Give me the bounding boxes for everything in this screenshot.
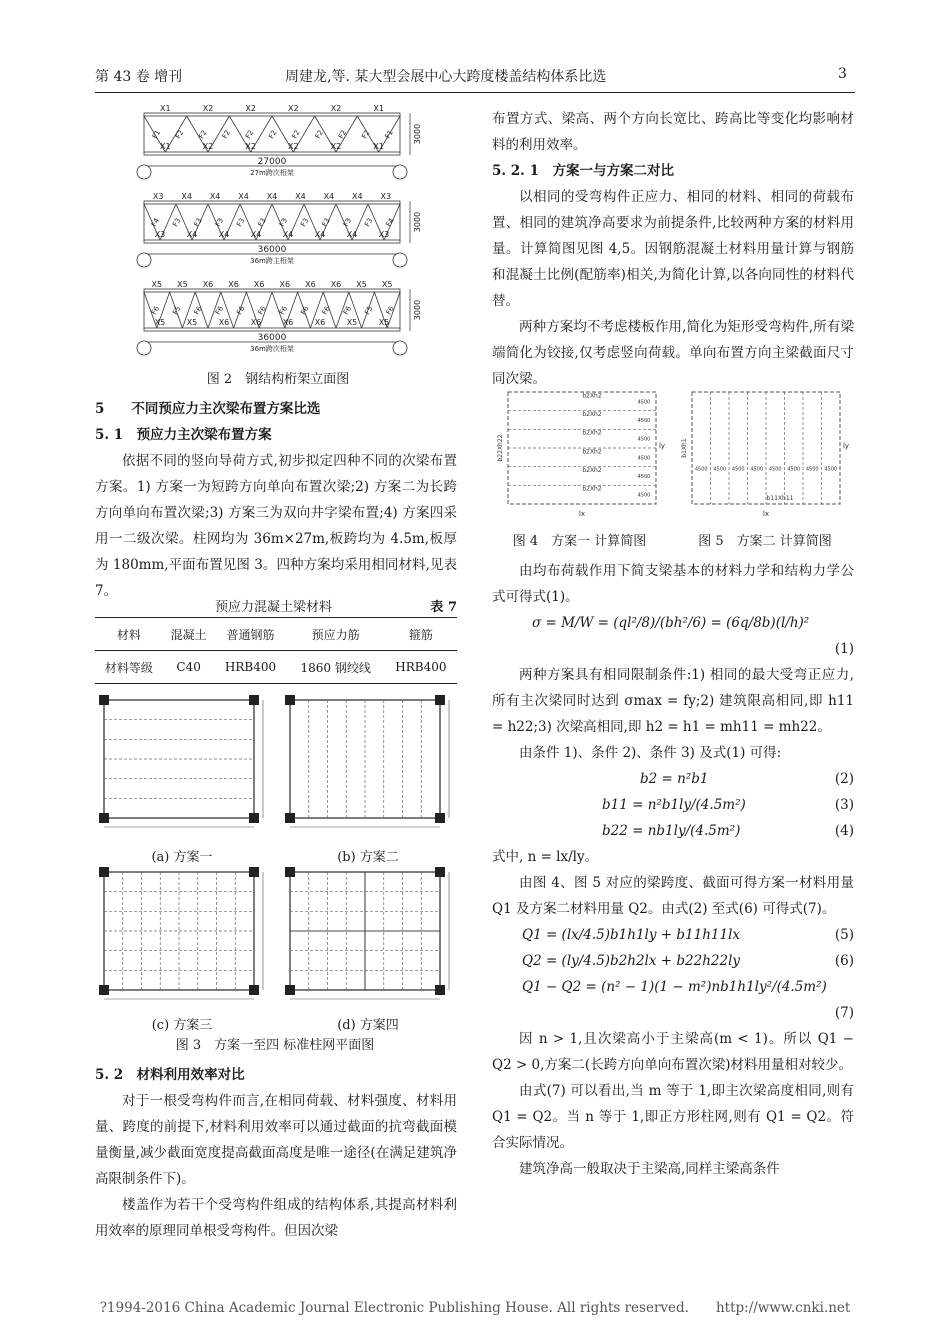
section-5-2-1-title: 5. 2. 1 方案一与方案二对比 bbox=[492, 163, 674, 179]
top-chord-label: X1 bbox=[373, 104, 384, 113]
diagonal-label: F3 bbox=[213, 216, 226, 229]
section-5-2-title: 5. 2 材料利用效率对比 bbox=[95, 1067, 245, 1083]
diagonal-label: F2 bbox=[174, 128, 186, 141]
figure-3a-plan bbox=[92, 690, 272, 836]
diagonal-label: F3 bbox=[171, 216, 183, 229]
paragraph-5-2: 对于一根受弯构件而言,在相同荷载、材料强度、材料用量、跨度的前提下,材料利用效率可以通过截面的抗弯截面模量衡量,减少截面宽度提高截面高度是唯一途径(在满足建筑净高限制条件下)。 bbox=[95, 1093, 457, 1187]
paragraph-5-2-cont: 楼盖作为若干个受弯构件组成的结构体系,其提高材料利用效率的原理同单根受弯构件。但因次梁 bbox=[95, 1197, 457, 1239]
diagonal-label: F3 bbox=[320, 216, 332, 229]
equation-4: b22 = nb1ly/(4.5m²) (4) bbox=[602, 823, 854, 839]
figure-3b-label: (b) 方案二 bbox=[337, 850, 399, 865]
support-circle bbox=[393, 341, 407, 355]
bottom-chord-label: X4 bbox=[314, 230, 326, 239]
bay-dimension: 4500 bbox=[824, 466, 838, 473]
ly-label: ly bbox=[842, 442, 850, 450]
truss-name: 36m跨次桁架 bbox=[250, 345, 294, 353]
section-5-1-title: 5. 1 预应力主次梁布置方案 bbox=[95, 427, 272, 443]
span-dimension-text: 27000 bbox=[257, 157, 287, 167]
top-chord-label: X4 bbox=[295, 192, 306, 201]
diagonal-label: F3 bbox=[277, 216, 290, 229]
ly-label: ly bbox=[658, 442, 666, 450]
table-header-cell: 材料 bbox=[95, 618, 163, 651]
bottom-chord-label: X4 bbox=[186, 230, 198, 239]
figure-4-diagram bbox=[492, 386, 667, 522]
bottom-chord-label: X1 bbox=[373, 142, 384, 151]
top-chord-label: X3 bbox=[380, 192, 392, 201]
equation-7: Q1 − Q2 = (n² − 1)(1 − m²)nb1h1ly²/(4.5m²) bbox=[522, 979, 827, 995]
figure-5-diagram bbox=[676, 386, 854, 522]
table-header-cell: 预应力筋 bbox=[287, 618, 385, 651]
diagonal-label: F1 bbox=[383, 128, 395, 141]
table-header-cell: 混凝土 bbox=[163, 618, 215, 651]
bottom-chord-label: X5 bbox=[186, 318, 198, 327]
bottom-chord-label: X2 bbox=[245, 142, 256, 151]
diagonal-label: F2 bbox=[220, 128, 232, 141]
top-chord-label: X5 bbox=[151, 280, 163, 289]
table-cell: 材料等级 bbox=[95, 651, 163, 684]
beam-label: b2Xh2 bbox=[582, 392, 602, 400]
diagonal-label: F6 bbox=[149, 304, 162, 317]
diagonal-label: F3 bbox=[341, 216, 354, 229]
paragraph-right-5: 由条件 1)、条件 2)、条件 3) 及式(1) 可得: bbox=[519, 745, 782, 761]
paragraph-right-8: 因 n > 1,且次梁高小于主梁高(m < 1)。所以 Q1 − Q2 > 0,方案二(长跨方向单向布置次梁)材料用量相对较少。 bbox=[492, 1031, 854, 1073]
diagonal-label: F5 bbox=[171, 304, 183, 317]
top-chord-label: X5 bbox=[356, 280, 367, 289]
bay-dimension: 4500 bbox=[805, 466, 819, 473]
edge-beam-label: b22Xh22 bbox=[497, 434, 504, 462]
paragraph-right-0: 布置方式、梁高、两个方向长宽比、跨高比等变化均影响材料的利用效率。 bbox=[492, 111, 854, 153]
diagonal-label: F6 bbox=[384, 304, 396, 317]
top-chord bbox=[144, 113, 400, 116]
column bbox=[249, 867, 259, 877]
column bbox=[285, 985, 295, 995]
bottom-chord-label: X5 bbox=[378, 318, 390, 327]
truss-name: 36m跨主桁架 bbox=[250, 257, 294, 265]
column bbox=[249, 813, 259, 823]
bay-dimension: 4500 bbox=[694, 466, 708, 473]
diagonal-label: F4 bbox=[384, 216, 396, 229]
span-dimension-text: 36000 bbox=[257, 245, 287, 255]
top-chord-label: X4 bbox=[209, 192, 221, 201]
equation-2: b2 = n²b1 (2) bbox=[640, 771, 854, 787]
column bbox=[249, 695, 259, 705]
truss-name: 27m跨次桁架 bbox=[250, 169, 294, 177]
equation-6: Q2 = (ly/4.5)b2h2lx + b22h22ly (6) bbox=[522, 953, 854, 969]
figure-3a-label: (a) 方案一 bbox=[151, 850, 213, 865]
column bbox=[99, 867, 109, 877]
top-chord-label: X5 bbox=[381, 280, 393, 289]
diagonal-label: F2 bbox=[244, 128, 256, 141]
table-7-title: 预应力混凝土梁材料 bbox=[215, 600, 333, 615]
top-chord-label: X6 bbox=[253, 280, 265, 289]
table-cell: 1860 钢绞线 bbox=[287, 651, 385, 684]
paragraph-right-7: 由图 4、图 5 对应的梁跨度、截面可得方案一材料用量 Q1 及方案二材料用量 Q2。由式(2) 至式(6) 可得式(7)。 bbox=[492, 875, 854, 917]
paragraph-right-4: 两种方案具有相同限制条件:1) 相同的最大受弯正应力,所有主次梁同时达到 σmax = fy;2) 建筑限高相同,即 h11 = h22;3) 次梁高相同,即 h2 = h1 = mh11 = mh22。 bbox=[492, 667, 854, 735]
bay-dimension: 4500 bbox=[637, 399, 651, 406]
column bbox=[99, 695, 109, 705]
equation-7-number: (7) bbox=[834, 1005, 854, 1021]
figure-3d-label: (d) 方案四 bbox=[337, 1018, 399, 1033]
top-chord bbox=[144, 201, 400, 204]
header-rule bbox=[95, 92, 855, 93]
figure-2-trusses bbox=[92, 100, 464, 368]
top-chord-label: X2 bbox=[202, 104, 214, 113]
figure-2-caption: 图 2 钢结构桁架立面图 bbox=[206, 372, 350, 387]
bottom-chord bbox=[144, 152, 400, 155]
top-chord-label: X5 bbox=[177, 280, 188, 289]
diagonal-label: F2 bbox=[267, 128, 279, 141]
lx-label: lx bbox=[578, 510, 586, 518]
equation-1: σ = M/W = (ql²/8)/(bh²/6) = (6q/8b)(l/h)² bbox=[532, 615, 810, 631]
column bbox=[435, 985, 445, 995]
diagonal-label: F2 bbox=[290, 128, 302, 141]
table-7-label: 表 7 bbox=[430, 600, 457, 615]
column bbox=[435, 695, 445, 705]
support-circle bbox=[137, 165, 151, 179]
top-chord-label: X6 bbox=[228, 280, 239, 289]
diagonal-label: F4 bbox=[149, 216, 162, 229]
bay-dimension: 4500 bbox=[713, 466, 727, 473]
column bbox=[249, 985, 259, 995]
column bbox=[99, 985, 109, 995]
top-chord bbox=[144, 289, 400, 292]
bay-dimension: 4500 bbox=[637, 474, 651, 480]
top-chord-label: X4 bbox=[238, 192, 249, 201]
bottom-chord-label: X5 bbox=[346, 318, 358, 327]
paragraph-right-6: 式中, n = lx/ly。 bbox=[492, 849, 599, 865]
bay-dimension: 4500 bbox=[637, 418, 651, 424]
top-chord-label: X4 bbox=[323, 192, 335, 201]
top-chord-label: X6 bbox=[330, 280, 342, 289]
truss-36m-main bbox=[137, 192, 422, 267]
bay-dimension: 4500 bbox=[787, 466, 801, 473]
bottom-chord-label: X2 bbox=[288, 142, 299, 151]
figure-4-caption: 图 4 方案一 计算简图 bbox=[512, 534, 647, 549]
table-cell: HRB400 bbox=[385, 651, 457, 684]
figure-3-caption: 图 3 方案一至四 标准柱网平面图 bbox=[175, 1038, 375, 1053]
support-circle bbox=[137, 253, 151, 267]
beam-label: b2Xh2 bbox=[582, 485, 602, 493]
table-header-cell: 箍筋 bbox=[385, 618, 457, 651]
edge-beam-label: b11Xh11 bbox=[766, 495, 794, 502]
paragraph-right-3: 由均布荷载作用下简支梁基本的材料力学和结构力学公式可得式(1)。 bbox=[492, 563, 854, 605]
top-chord-label: X4 bbox=[181, 192, 192, 201]
top-chord-label: X6 bbox=[202, 280, 214, 289]
bottom-chord-label: X2 bbox=[330, 142, 342, 151]
figure-3d-plan bbox=[278, 862, 458, 1008]
table-7 bbox=[95, 617, 457, 684]
equation-3: b11 = n²b1ly/(4.5m²) (3) bbox=[602, 797, 854, 813]
column bbox=[285, 695, 295, 705]
top-chord-label: X1 bbox=[160, 104, 171, 113]
diagonal-label: F6 bbox=[320, 304, 332, 317]
column bbox=[435, 813, 445, 823]
figure-3c-label: (c) 方案三 bbox=[151, 1018, 213, 1033]
bottom-chord-label: X2 bbox=[202, 142, 214, 151]
copyright-footer: ?1994-2016 China Academic Journal Electronic Publishing House. All rights reserved. http://www.cnki.net bbox=[99, 1300, 851, 1316]
diagonal-label: F6 bbox=[256, 304, 268, 317]
paragraph-5-1: 依据不同的竖向导荷方式,初步拟定四种不同的次梁布置方案。1) 方案一为短跨方向单向布置次梁;2) 方案二为长跨方向单向布置次梁;3) 方案三为双向井字梁布置;4) 方案四采用一二级次梁。柱网均为 36m×27m,板跨均为 4.5m,板厚为 180mm,平面布置见图 3。四种方案均采用相同材料,见表 7。 bbox=[95, 453, 457, 599]
journal-volume: 第 43 卷 增刊 bbox=[95, 69, 183, 85]
paragraph-right-1: 以相同的受弯构件正应力、相同的材料、相同的荷载布置、相同的建筑净高要求为前提条件,比较两种方案的材料用量。计算简图见图 4,5。因钢筋混凝土材料用量计算与钢筋和混凝土比例(配筋率)相关,为简化计算,以各向同性的材料代替。 bbox=[492, 189, 854, 309]
column bbox=[285, 867, 295, 877]
bay-dimension: 4500 bbox=[750, 466, 764, 473]
section-5-title: 5 不同预应力主次梁布置方案比选 bbox=[95, 401, 321, 417]
paragraph-right-10: 建筑净高一般取决于主梁高,同样主梁高条件 bbox=[519, 1161, 780, 1177]
diagonal-label: F3 bbox=[192, 216, 204, 229]
diagonal-label: F2 bbox=[313, 128, 325, 141]
diagonal-label: F6 bbox=[341, 304, 354, 317]
bay-dimension: 4500 bbox=[637, 436, 651, 443]
diagonal-label: F6 bbox=[277, 304, 290, 317]
bottom-chord-label: X4 bbox=[282, 230, 294, 239]
bottom-chord-label: X6 bbox=[314, 318, 326, 327]
bottom-chord-label: X6 bbox=[250, 318, 262, 327]
bay-dimension: 4500 bbox=[637, 492, 651, 499]
beam-label: b2Xh2 bbox=[582, 429, 602, 437]
table-cell: HRB400 bbox=[214, 651, 286, 684]
truss-36m-secondary bbox=[137, 280, 422, 355]
top-chord-label: X6 bbox=[279, 280, 291, 289]
top-chord-label: X3 bbox=[152, 192, 164, 201]
top-chord-label: X6 bbox=[305, 280, 316, 289]
bottom-chord-label: X3 bbox=[378, 230, 390, 239]
bottom-chord-label: X1 bbox=[160, 142, 171, 151]
diagonal-label: F5 bbox=[363, 304, 375, 317]
diagonal-label: F2 bbox=[360, 128, 372, 141]
page-number: 3 bbox=[838, 66, 847, 82]
equation-1-number: (1) bbox=[834, 641, 854, 657]
figure-3c-plan bbox=[92, 862, 272, 1008]
top-chord-label: X4 bbox=[266, 192, 278, 201]
bottom-chord-label: X3 bbox=[154, 230, 166, 239]
support-circle bbox=[393, 253, 407, 267]
diagonal-label: F6 bbox=[299, 304, 311, 317]
support-circle bbox=[393, 165, 407, 179]
edge-beam-label: b1Xh1 bbox=[681, 438, 688, 458]
top-chord-label: X2 bbox=[330, 104, 342, 113]
diagonal-label: F3 bbox=[299, 216, 311, 229]
diagonal-label: F3 bbox=[235, 216, 247, 229]
top-chord-label: X4 bbox=[352, 192, 363, 201]
bottom-chord-label: X5 bbox=[154, 318, 166, 327]
bottom-chord-label: X4 bbox=[346, 230, 358, 239]
beam-label: b2Xh2 bbox=[582, 448, 602, 456]
height-dimension-text: 3000 bbox=[413, 211, 422, 233]
beam-label: b2Xh2 bbox=[582, 411, 602, 418]
bottom-chord-label: X6 bbox=[282, 318, 294, 327]
paragraph-right-9: 由式(7) 可以看出,当 m 等于 1,即主次梁高度相同,则有 Q1 = Q2。当 n 等于 1,即正方形柱网,则有 Q1 = Q2。符合实际情况。 bbox=[492, 1083, 854, 1151]
table-header-cell: 普通钢筋 bbox=[214, 618, 286, 651]
bay-dimension: 4500 bbox=[731, 466, 745, 473]
running-title: 周建龙,等. 某大型会展中心大跨度楼盖结构体系比选 bbox=[285, 69, 607, 85]
truss-27m bbox=[137, 104, 422, 179]
lx-label: lx bbox=[762, 510, 770, 518]
equation-5: Q1 = (lx/4.5)b1h1ly + b11h11lx (5) bbox=[522, 927, 854, 943]
bottom-chord-label: X4 bbox=[250, 230, 262, 239]
column bbox=[435, 867, 445, 877]
bottom-chord-label: X6 bbox=[218, 318, 230, 327]
diagonal-label: F6 bbox=[235, 304, 247, 317]
diagonal-label: F6 bbox=[192, 304, 204, 317]
table-cell: C40 bbox=[163, 651, 215, 684]
support-circle bbox=[137, 341, 151, 355]
height-dimension-text: 3000 bbox=[413, 299, 422, 321]
diagonal-label: F6 bbox=[213, 304, 226, 317]
column bbox=[99, 813, 109, 823]
diagonal-label: F1 bbox=[150, 128, 163, 141]
figure-5-caption: 图 5 方案二 计算简图 bbox=[698, 534, 832, 549]
diagonal-label: F3 bbox=[363, 216, 375, 229]
height-dimension-text: 3000 bbox=[413, 123, 422, 145]
bottom-chord-label: X4 bbox=[218, 230, 230, 239]
bay-dimension: 4500 bbox=[637, 455, 651, 462]
bay-dimension: 4500 bbox=[768, 466, 782, 473]
diagonal-label: F3 bbox=[256, 216, 268, 229]
beam-label: b2Xh2 bbox=[582, 467, 602, 474]
top-chord-label: X2 bbox=[245, 104, 256, 113]
span-dimension-text: 36000 bbox=[257, 333, 287, 343]
diagonal-label: F2 bbox=[197, 128, 209, 141]
figure-3b-plan bbox=[278, 690, 458, 836]
bottom-chord bbox=[144, 328, 400, 331]
top-chord-label: X2 bbox=[288, 104, 299, 113]
paragraph-right-2: 两种方案均不考虑楼板作用,简化为矩形受弯构件,所有梁端简化为铰接,仅考虑竖向荷载。单向布置方向主梁截面尺寸同次梁。 bbox=[492, 319, 854, 387]
column bbox=[285, 813, 295, 823]
diagonal-label: F2 bbox=[337, 128, 349, 141]
bottom-chord bbox=[144, 240, 400, 243]
